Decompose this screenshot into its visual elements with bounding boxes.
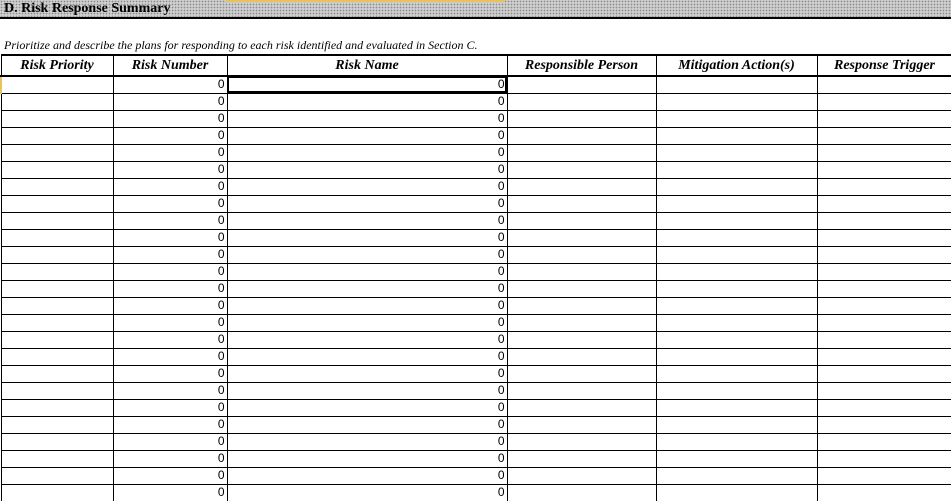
responsible-person-cell[interactable]	[507, 127, 656, 144]
response-trigger-cell[interactable]	[817, 76, 951, 93]
risk-name-cell[interactable]: 0	[227, 246, 507, 263]
response-trigger-cell[interactable]	[817, 365, 951, 382]
mitigation-actions-cell[interactable]	[656, 195, 817, 212]
response-trigger-cell[interactable]	[817, 382, 951, 399]
risk-priority-cell[interactable]	[1, 280, 113, 297]
responsible-person-cell[interactable]	[507, 161, 656, 178]
responsible-person-cell[interactable]	[507, 144, 656, 161]
instruction-text[interactable]: Prioritize and describe the plans for responding to each risk identified and evaluated in Section C.	[4, 38, 478, 52]
table-row	[1, 144, 951, 161]
risk-priority-cell[interactable]	[1, 263, 113, 280]
mitigation-actions-cell[interactable]	[656, 212, 817, 229]
response-trigger-cell[interactable]	[817, 178, 951, 195]
responsible-person-cell[interactable]	[507, 348, 656, 365]
risk-name-cell[interactable]: 0	[227, 314, 507, 331]
response-trigger-cell[interactable]	[817, 314, 951, 331]
risk-name-cell[interactable]: 0	[227, 127, 507, 144]
selection-accent-line	[226, 0, 505, 2]
table-row	[1, 93, 951, 110]
column-header-risk-name[interactable]: Risk Name	[227, 55, 507, 76]
response-trigger-cell[interactable]	[817, 467, 951, 484]
risk-priority-cell[interactable]	[1, 348, 113, 365]
responsible-person-cell[interactable]	[507, 484, 656, 501]
responsible-person-cell[interactable]	[507, 93, 656, 110]
risk-name-cell[interactable]: 0	[227, 416, 507, 433]
risk-name-cell[interactable]: 0	[227, 110, 507, 127]
table-row	[1, 348, 951, 365]
responsible-person-cell[interactable]	[507, 246, 656, 263]
mitigation-actions-cell[interactable]	[656, 467, 817, 484]
risk-number-cell[interactable]: 0	[113, 229, 227, 246]
risk-number-cell[interactable]: 0	[113, 178, 227, 195]
responsible-person-cell[interactable]	[507, 212, 656, 229]
risk-priority-cell[interactable]	[1, 297, 113, 314]
risk-number-cell[interactable]: 0	[113, 399, 227, 416]
mitigation-actions-cell[interactable]	[656, 297, 817, 314]
table-row	[1, 365, 951, 382]
response-trigger-cell[interactable]	[817, 93, 951, 110]
response-trigger-cell[interactable]	[817, 127, 951, 144]
table-row	[1, 195, 951, 212]
response-trigger-cell[interactable]	[817, 484, 951, 501]
risk-number-cell[interactable]: 0	[113, 297, 227, 314]
response-trigger-cell[interactable]	[817, 195, 951, 212]
table-row	[1, 450, 951, 467]
table-row	[1, 76, 951, 93]
risk-priority-cell[interactable]	[1, 484, 113, 501]
risk-number-cell[interactable]: 0	[113, 212, 227, 229]
responsible-person-cell[interactable]	[507, 365, 656, 382]
mitigation-actions-cell[interactable]	[656, 382, 817, 399]
response-trigger-cell[interactable]	[817, 433, 951, 450]
responsible-person-cell[interactable]	[507, 297, 656, 314]
risk-number-cell[interactable]: 0	[113, 314, 227, 331]
risk-name-cell[interactable]: 0	[227, 297, 507, 314]
mitigation-actions-cell[interactable]	[656, 178, 817, 195]
response-trigger-cell[interactable]	[817, 212, 951, 229]
risk-name-cell[interactable]: 0	[227, 450, 507, 467]
risk-priority-cell[interactable]	[1, 144, 113, 161]
risk-name-cell[interactable]: 0	[227, 280, 507, 297]
response-trigger-cell[interactable]	[817, 161, 951, 178]
risk-priority-cell[interactable]	[1, 433, 113, 450]
response-trigger-cell[interactable]	[817, 263, 951, 280]
mitigation-actions-cell[interactable]	[656, 144, 817, 161]
risk-number-cell[interactable]: 0	[113, 127, 227, 144]
risk-number-cell[interactable]: 0	[113, 195, 227, 212]
risk-name-cell[interactable]: 0	[227, 161, 507, 178]
risk-priority-cell[interactable]	[1, 416, 113, 433]
risk-number-cell[interactable]: 0	[113, 110, 227, 127]
risk-name-cell[interactable]: 0	[227, 93, 507, 110]
table-row	[1, 178, 951, 195]
table-body	[1, 76, 951, 501]
risk-priority-cell[interactable]	[1, 93, 113, 110]
table-row	[1, 467, 951, 484]
table-row	[1, 212, 951, 229]
mitigation-actions-cell[interactable]	[656, 331, 817, 348]
responsible-person-cell[interactable]	[507, 433, 656, 450]
risk-number-cell[interactable]: 0	[113, 348, 227, 365]
table-row	[1, 161, 951, 178]
risk-priority-cell[interactable]	[1, 195, 113, 212]
response-trigger-cell[interactable]	[817, 331, 951, 348]
table-row	[1, 246, 951, 263]
mitigation-actions-cell[interactable]	[656, 161, 817, 178]
table-row	[1, 433, 951, 450]
column-header-responsible-person[interactable]: Responsible Person	[507, 55, 656, 76]
header-row	[1, 55, 951, 76]
risk-name-cell[interactable]: 0	[227, 365, 507, 382]
responsible-person-cell[interactable]	[507, 382, 656, 399]
responsible-person-cell[interactable]	[507, 331, 656, 348]
responsible-person-cell[interactable]	[507, 416, 656, 433]
risk-number-cell[interactable]: 0	[113, 467, 227, 484]
response-trigger-cell[interactable]	[817, 246, 951, 263]
risk-number-cell[interactable]: 0	[113, 76, 227, 93]
responsible-person-cell[interactable]	[507, 195, 656, 212]
mitigation-actions-cell[interactable]	[656, 433, 817, 450]
response-trigger-cell[interactable]	[817, 348, 951, 365]
risk-name-cell[interactable]: 0	[227, 348, 507, 365]
column-header-response-trigger[interactable]: Response Trigger	[817, 55, 951, 76]
table-row	[1, 229, 951, 246]
table-row	[1, 314, 951, 331]
risk-number-cell[interactable]: 0	[113, 263, 227, 280]
table-row	[1, 331, 951, 348]
risk-number-cell[interactable]: 0	[113, 246, 227, 263]
mitigation-actions-cell[interactable]	[656, 246, 817, 263]
risk-priority-cell[interactable]	[1, 178, 113, 195]
risk-number-cell[interactable]: 0	[113, 484, 227, 501]
risk-number-cell[interactable]: 0	[113, 93, 227, 110]
risk-name-cell[interactable]: 0	[227, 467, 507, 484]
response-trigger-cell[interactable]	[817, 144, 951, 161]
risk-number-cell[interactable]: 0	[113, 450, 227, 467]
risk-priority-cell[interactable]	[1, 382, 113, 399]
risk-name-cell[interactable]: 0	[227, 331, 507, 348]
risk-name-cell[interactable]: 0	[227, 229, 507, 246]
risk-priority-cell[interactable]	[1, 161, 113, 178]
section-header-band	[0, 0, 951, 19]
mitigation-actions-cell[interactable]	[656, 110, 817, 127]
risk-number-cell[interactable]: 0	[113, 433, 227, 450]
mitigation-actions-cell[interactable]	[656, 450, 817, 467]
mitigation-actions-cell[interactable]	[656, 399, 817, 416]
risk-priority-cell[interactable]	[1, 314, 113, 331]
table-row	[1, 399, 951, 416]
table-row	[1, 382, 951, 399]
table-row	[1, 416, 951, 433]
responsible-person-cell[interactable]	[507, 178, 656, 195]
mitigation-actions-cell[interactable]	[656, 280, 817, 297]
response-trigger-cell[interactable]	[817, 110, 951, 127]
risk-name-cell[interactable]: 0	[227, 433, 507, 450]
responsible-person-cell[interactable]	[507, 450, 656, 467]
mitigation-actions-cell[interactable]	[656, 93, 817, 110]
column-header-risk-priority[interactable]: Risk Priority	[1, 55, 113, 76]
column-header-risk-number[interactable]: Risk Number	[113, 55, 227, 76]
risk-name-cell[interactable]: 0	[227, 178, 507, 195]
risk-priority-cell[interactable]	[1, 229, 113, 246]
table-row	[1, 297, 951, 314]
risk-name-cell[interactable]: 0	[227, 382, 507, 399]
table-row	[1, 110, 951, 127]
column-header-mitigation-actions[interactable]: Mitigation Action(s)	[656, 55, 817, 76]
response-trigger-cell[interactable]	[817, 297, 951, 314]
risk-number-cell[interactable]: 0	[113, 144, 227, 161]
mitigation-actions-cell[interactable]	[656, 314, 817, 331]
response-trigger-cell[interactable]	[817, 229, 951, 246]
mitigation-actions-cell[interactable]	[656, 484, 817, 501]
risk-name-cell[interactable]: 0	[227, 263, 507, 280]
risk-priority-cell[interactable]	[1, 76, 113, 93]
section-title[interactable]: D. Risk Response Summary	[4, 1, 171, 16]
risk-number-cell[interactable]: 0	[113, 161, 227, 178]
table-row	[1, 484, 951, 501]
risk-name-cell[interactable]: 0	[227, 399, 507, 416]
mitigation-actions-cell[interactable]	[656, 263, 817, 280]
mitigation-actions-cell[interactable]	[656, 365, 817, 382]
mitigation-actions-cell[interactable]	[656, 348, 817, 365]
responsible-person-cell[interactable]	[507, 314, 656, 331]
responsible-person-cell[interactable]	[507, 467, 656, 484]
risk-priority-cell[interactable]	[1, 246, 113, 263]
risk-priority-cell[interactable]	[1, 467, 113, 484]
risk-response-table	[0, 54, 951, 501]
risk-priority-cell[interactable]	[1, 127, 113, 144]
risk-priority-cell[interactable]	[1, 450, 113, 467]
mitigation-actions-cell[interactable]	[656, 76, 817, 93]
risk-priority-cell[interactable]	[1, 331, 113, 348]
mitigation-actions-cell[interactable]	[656, 229, 817, 246]
responsible-person-cell[interactable]	[507, 110, 656, 127]
risk-number-cell[interactable]: 0	[113, 416, 227, 433]
table-row	[1, 263, 951, 280]
response-trigger-cell[interactable]	[817, 416, 951, 433]
risk-name-cell[interactable]: 0	[227, 195, 507, 212]
risk-number-cell[interactable]: 0	[113, 280, 227, 297]
risk-number-cell[interactable]: 0	[113, 382, 227, 399]
mitigation-actions-cell[interactable]	[656, 416, 817, 433]
table-row	[1, 280, 951, 297]
table-row	[1, 127, 951, 144]
mitigation-actions-cell[interactable]	[656, 127, 817, 144]
responsible-person-cell[interactable]	[507, 280, 656, 297]
response-trigger-cell[interactable]	[817, 450, 951, 467]
risk-priority-cell[interactable]	[1, 399, 113, 416]
risk-name-cell[interactable]: 0	[227, 144, 507, 161]
responsible-person-cell[interactable]	[507, 229, 656, 246]
responsible-person-cell[interactable]	[507, 399, 656, 416]
risk-priority-cell[interactable]	[1, 212, 113, 229]
responsible-person-cell[interactable]	[507, 263, 656, 280]
responsible-person-cell[interactable]	[507, 76, 656, 93]
risk-name-cell[interactable]: 0	[227, 212, 507, 229]
risk-number-cell[interactable]: 0	[113, 365, 227, 382]
risk-priority-cell[interactable]	[1, 110, 113, 127]
response-trigger-cell[interactable]	[817, 280, 951, 297]
risk-number-cell[interactable]: 0	[113, 331, 227, 348]
risk-name-cell[interactable]: 0	[227, 76, 507, 93]
risk-priority-cell[interactable]	[1, 365, 113, 382]
risk-name-cell[interactable]: 0	[227, 484, 507, 501]
response-trigger-cell[interactable]	[817, 399, 951, 416]
